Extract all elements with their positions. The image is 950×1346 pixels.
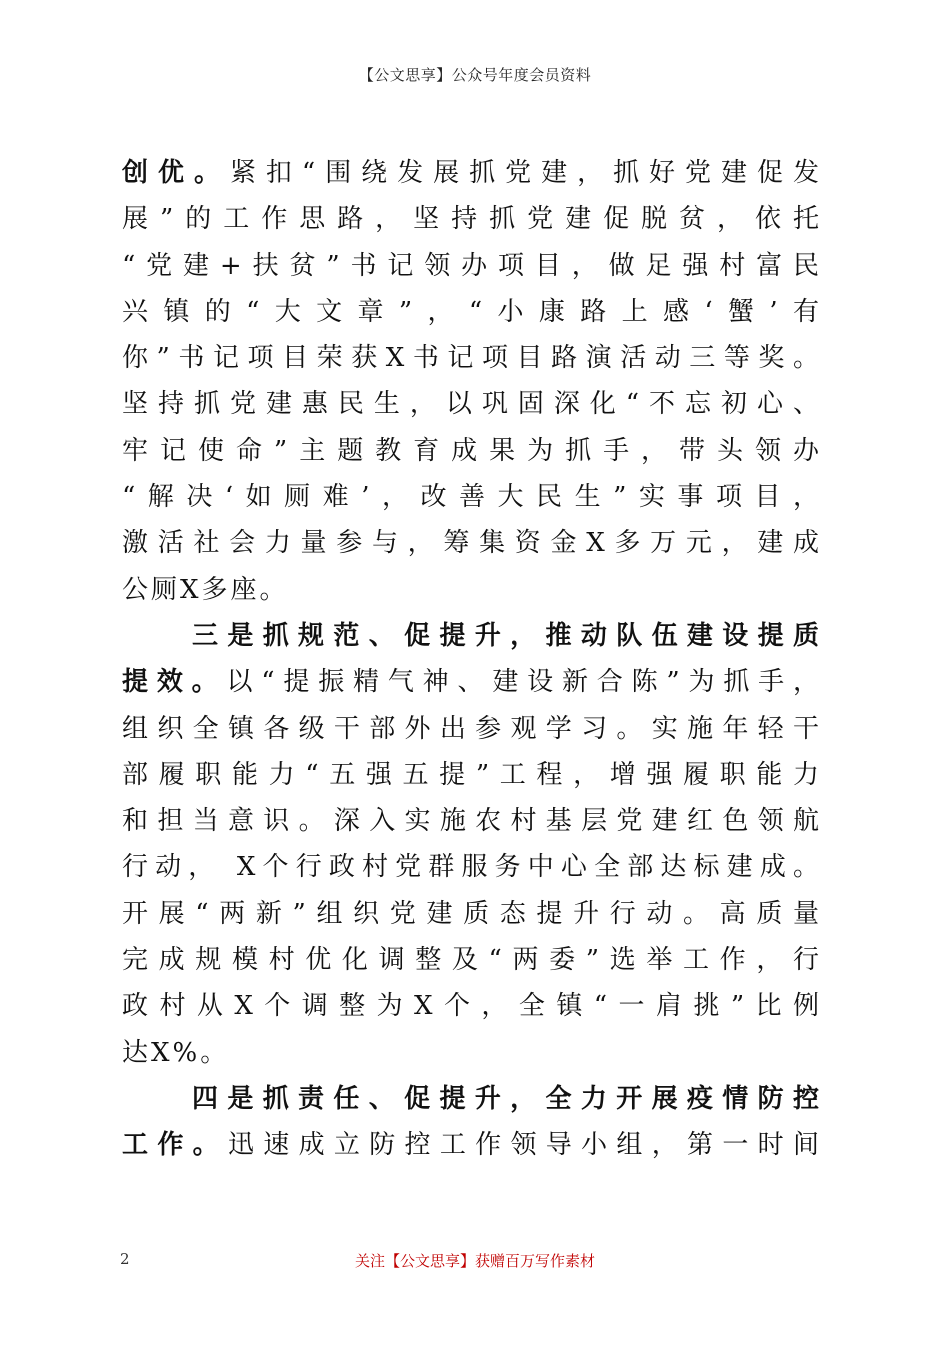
- footer-promo: 关注【公文思享】获赠百万写作素材: [354, 1252, 595, 1270]
- text-line: [122, 567, 822, 613]
- text-line: [122, 428, 822, 474]
- body-text: 以“提振精气神、建设新合陈”为抓手，: [226, 667, 822, 698]
- body-text: “党建+扶贫”书记领办项目，做足强村富民: [122, 250, 822, 281]
- text-line: [122, 1122, 822, 1168]
- body-text: 政村从X个调整为X个，全镇“一肩挑”比例: [122, 991, 822, 1022]
- text-line: [122, 1030, 822, 1076]
- body-text: “解决‘如厕难’，改善大民生”实事项目，: [122, 482, 822, 513]
- text-line: [122, 706, 822, 752]
- body-text: 你”书记项目荣获X书记项目路演活动三等奖。: [122, 343, 822, 374]
- text-line: [122, 937, 822, 983]
- text-line: [122, 381, 822, 427]
- text-line: [122, 474, 822, 520]
- text-line: [122, 983, 822, 1029]
- body-text: 紧扣“围绕发展抓党建，抓好党建促发: [229, 158, 822, 188]
- text-line: [122, 844, 822, 890]
- body-text: 展”的工作思路，坚持抓党建促脱贫，依托: [122, 204, 822, 235]
- body-text: 坚持抓党建惠民生，以巩固深化“不忘初心、: [122, 389, 822, 420]
- bold-lead-text: 工作。: [122, 1130, 228, 1161]
- body-text: 公厕X多座。: [122, 574, 289, 605]
- body-text: 开展“两新”组织党建质态提升行动。高质量: [122, 898, 822, 929]
- text-line: [122, 613, 822, 659]
- body-text: 和担当意识。深入实施农村基层党建红色领航: [122, 806, 822, 837]
- body-text: 兴镇的“大文章”，“小康路上感‘蟹’有: [122, 296, 822, 327]
- body-text: 激活社会力量参与，筹集资金X多万元，建成: [122, 528, 822, 559]
- body-text: 牢记使命”主题教育成果为抓手，带头领办: [122, 435, 822, 466]
- bold-lead-text: 提效。: [122, 667, 227, 698]
- text-line: [122, 891, 822, 937]
- body-text: 达X%。: [122, 1037, 230, 1068]
- text-line: [122, 520, 822, 566]
- body-text: 迅速成立防控工作领导小组，第一时间: [227, 1130, 822, 1161]
- text-line: [122, 289, 822, 335]
- page-header: 【公文思享】公众号年度会员资料: [358, 66, 592, 84]
- body-text: 完成规模村优化调整及“两委”选举工作，行: [122, 945, 822, 976]
- document-body: [122, 150, 822, 1169]
- bold-lead-text: 创优。: [122, 158, 230, 188]
- body-text: 行动， X个行政村党群服务中心全部达标建成。: [122, 852, 822, 883]
- text-line: [122, 659, 822, 705]
- bold-lead-text: 四是抓责任、促提升，全力开展疫情防控: [192, 1083, 822, 1114]
- text-line: [122, 196, 822, 242]
- text-line: [122, 243, 822, 289]
- text-line: [122, 150, 822, 196]
- page-number: 2: [120, 1250, 130, 1268]
- text-line: [122, 335, 822, 381]
- bold-lead-text: 三是抓规范、促提升，推动队伍建设提质: [192, 620, 822, 651]
- text-line: [122, 1076, 822, 1122]
- text-line: [122, 752, 822, 798]
- body-text: 部履职能力“五强五提”工程，增强履职能力: [122, 759, 822, 790]
- text-line: [122, 798, 822, 844]
- body-text: 组织全镇各级干部外出参观学习。实施年轻干: [122, 713, 822, 744]
